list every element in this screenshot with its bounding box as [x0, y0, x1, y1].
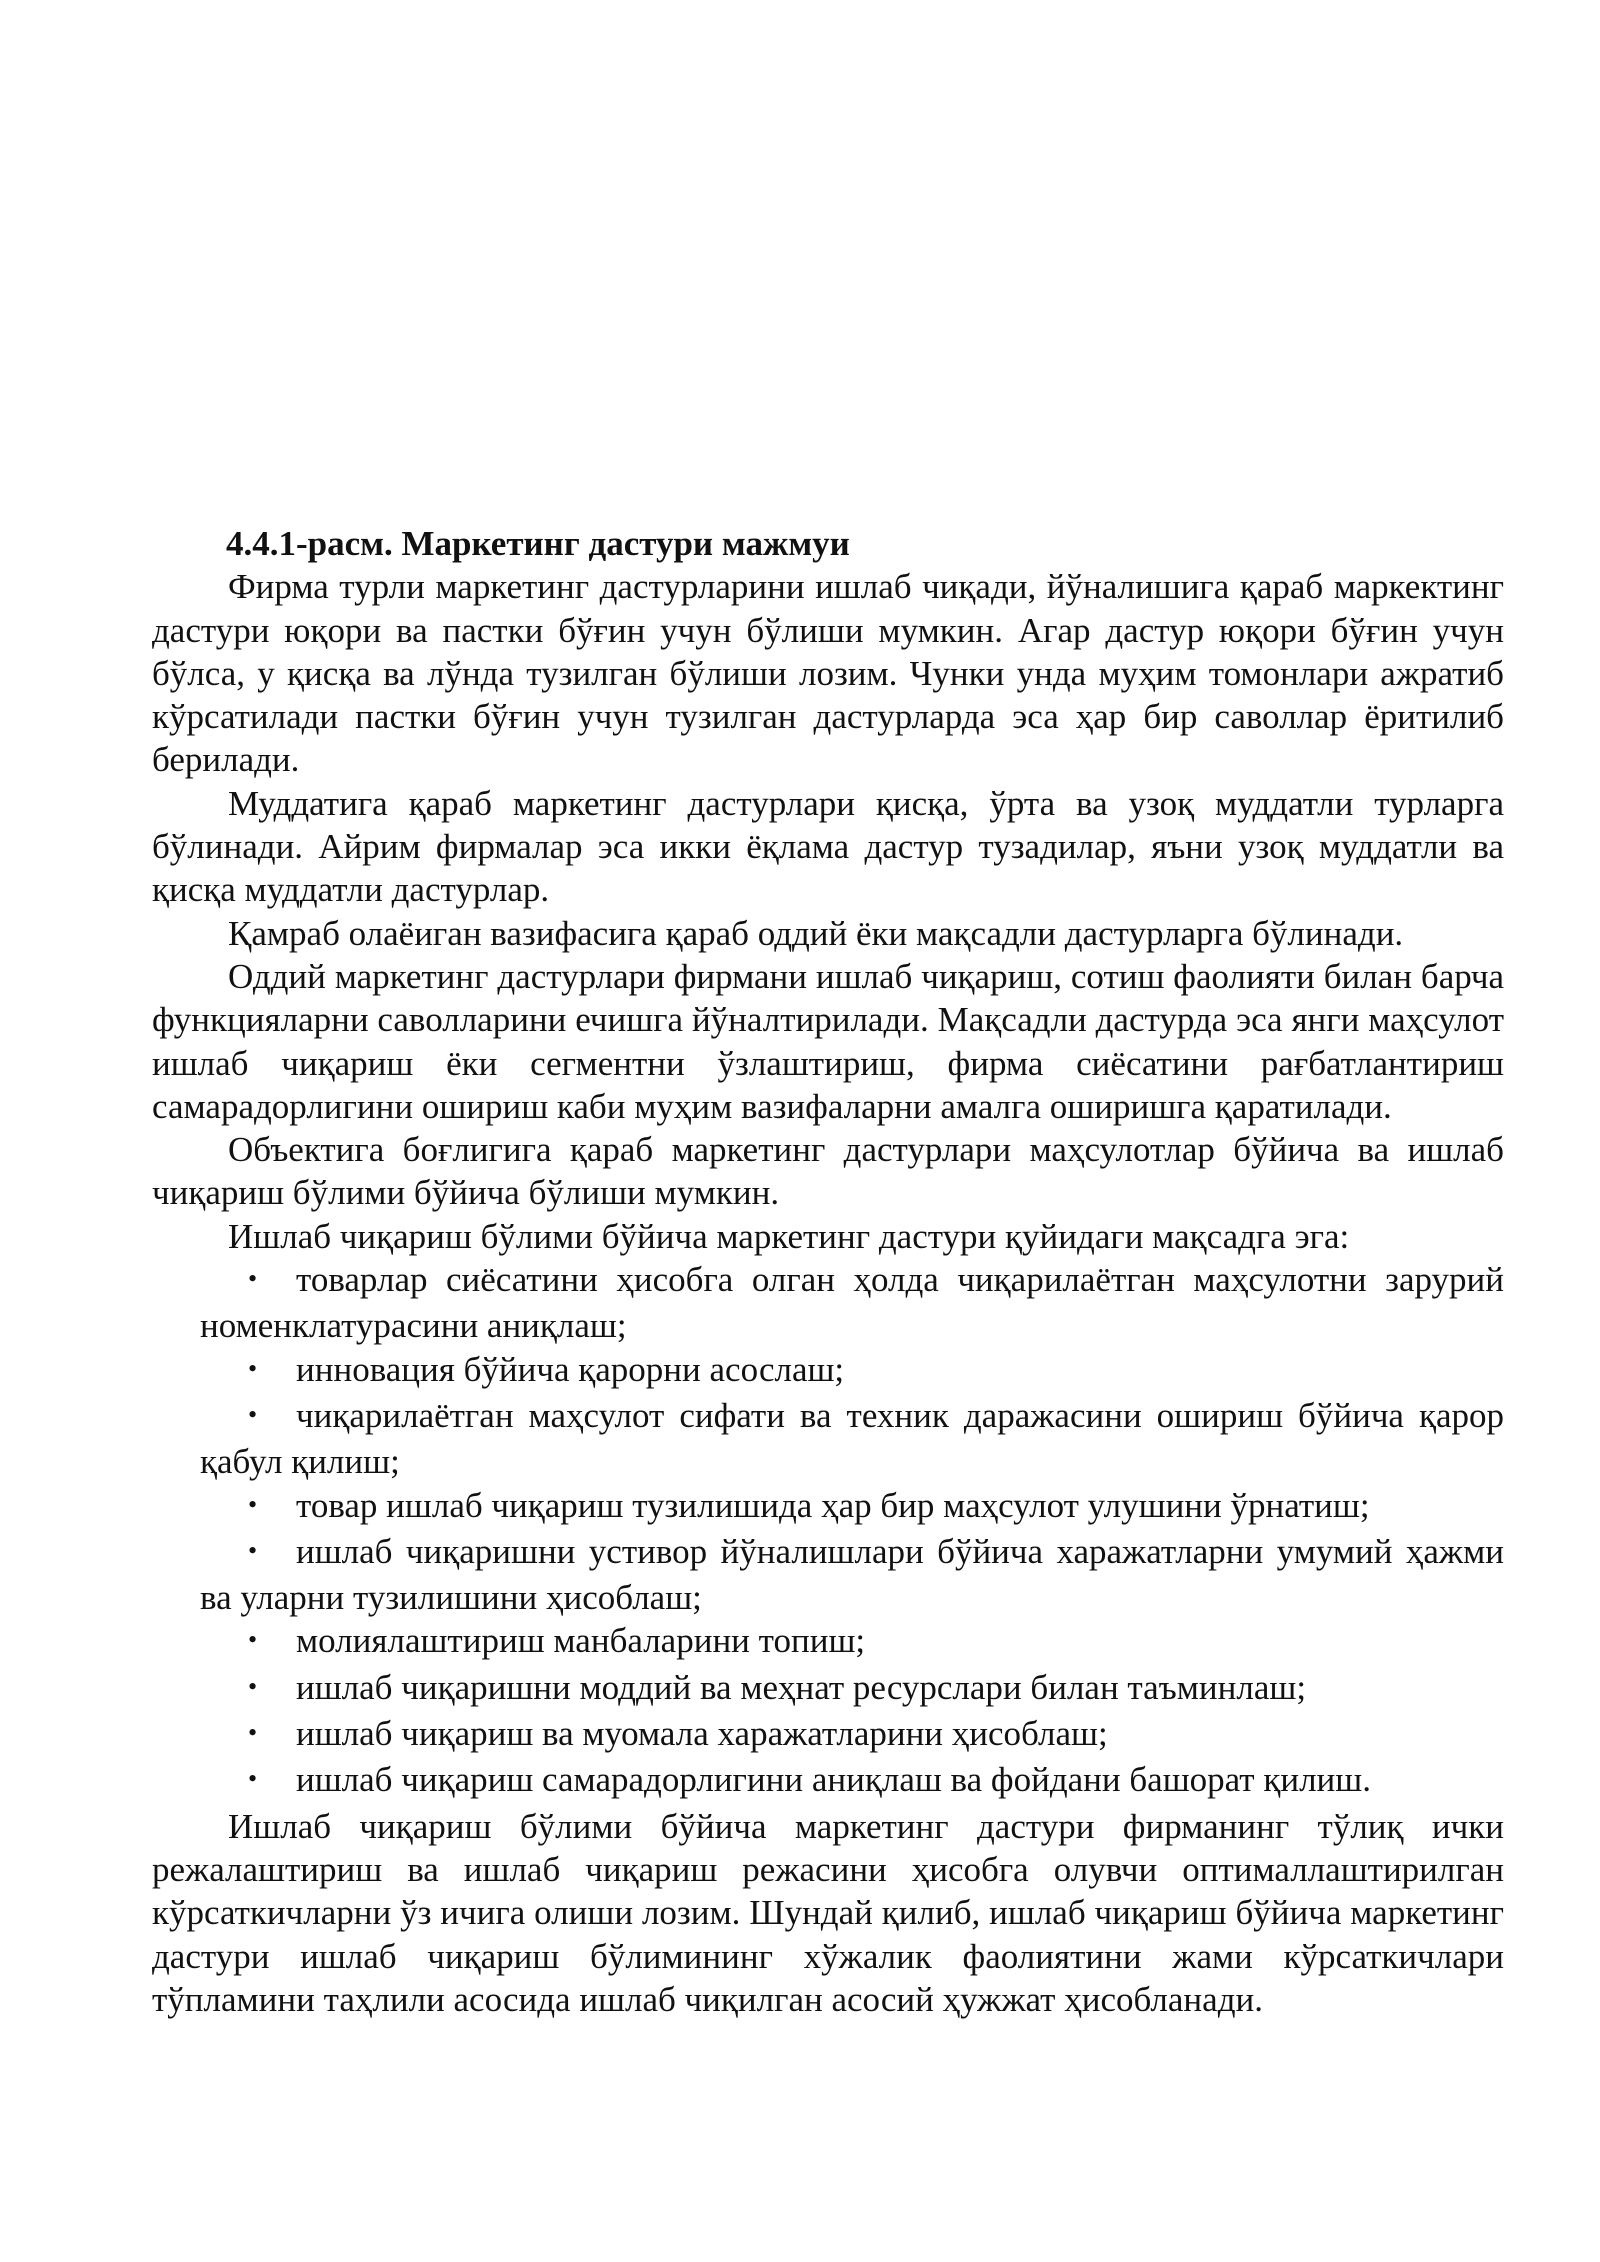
list-item [200, 1619, 1504, 1665]
list-item [200, 1484, 1504, 1530]
list-item-text: инновация бўйича қарорни асослаш; [296, 1349, 845, 1389]
document-page [152, 522, 1504, 2021]
list-item-text: молиялаштириш манбаларини топиш; [296, 1621, 866, 1661]
list-item [200, 1758, 1504, 1804]
list-item [200, 1348, 1504, 1394]
paragraph: Фирма турли маркетинг дастурларини ишлаб чиқади, йўналишига қараб маркектинг дастури юқори ва пастки бўғин учун бўлиши мумкин. Агар дастур юқори бўғин учун бўлса, у қисқа ва лўнда тузилган бўлиши лозим. Чунки унда муҳим томонлари ажратиб кўрсатилади пастки бўғин учун тузилган дастурларда эса ҳар бир саволлар ёритилиб берилади. [152, 567, 1504, 780]
bullet-icon: • [248, 1399, 258, 1429]
list-item [200, 1394, 1504, 1484]
figure-caption: 4.4.1-расм. Маркетинг дастури мажмуи [226, 524, 850, 563]
paragraph: Муддатига қараб маркетинг дастурлари қисқа, ўрта ва узоқ муддатли турларга бўлинади. Айрим фирмалар эса икки ёқлама дастур тузадилар, яъни узоқ муддатли ва қисқа муддатли дастурлар. [152, 783, 1504, 910]
list-item [200, 1530, 1504, 1620]
paragraph: Объектига боғлигига қараб маркетинг дастурлари маҳсулотлар бўйича ва ишлаб чиқариш бўлими бўйича бўлиши мумкин. [152, 1130, 1504, 1213]
paragraph: Ишлаб чиқариш бўлими бўйича маркетинг дастури қуйидаги мақсадга эга: [228, 1216, 1350, 1256]
bullet-icon: • [248, 1535, 258, 1565]
bullet-icon: • [248, 1671, 258, 1701]
bullet-icon: • [248, 1353, 258, 1383]
list-item [200, 1712, 1504, 1758]
list-item-text: ишлаб чиқариш ва муомала харажатларини ҳисоблаш; [296, 1714, 1108, 1754]
bullet-icon: • [248, 1264, 258, 1294]
list-item [200, 1258, 1504, 1348]
list-item-text: товарлар сиёсатини ҳисобга олган ҳолда чиқарилаётган маҳсулотни зарурий номенклатурасини аниқлаш; [200, 1260, 1504, 1346]
bullet-icon: • [248, 1764, 258, 1794]
bullet-icon: • [248, 1625, 258, 1655]
list-item-text: чиқарилаётган маҳсулот сифати ва техник даражасини ошириш бўйича қарор қабул қилиш; [200, 1395, 1504, 1482]
paragraph: Ишлаб чиқариш бўлими бўйича маркетинг дастури фирманинг тўлиқ ички режалаштириш ва ишлаб чиқариш режасини ҳисобга олувчи оптималлаштирилган кўрсаткичларни ўз ичига олиши лозим. Шундай қилиб, ишлаб чиқариш бўйича маркетинг дастури ишлаб чиқариш бўлимининг хўжалик фаолиятини жами кўрсаткичлари тўпламини таҳлили асосида ишлаб чиқилган асосий ҳужжат ҳисобланади. [152, 1806, 1504, 2019]
list-item-text: ишлаб чиқаришни моддий ва меҳнат ресурслари билан таъминлаш; [296, 1667, 1307, 1707]
paragraph: Оддий маркетинг дастурлари фирмани ишлаб чиқариш, сотиш фаолияти билан барча функцияларни саволларини ечишга йўналтирилади. Мақсадли дастурда эса янги маҳсулот ишлаб чиқариш ёки сегментни ўзлаштириш, фирма сиёсатини рағбатлантириш самарадорлигини ошириш каби муҳим вазифаларни амалга оширишга қаратилади. [152, 956, 1504, 1126]
list-item-text: товар ишлаб чиқариш тузилишида ҳар бир маҳсулот улушини ўрнатиш; [296, 1485, 1370, 1525]
bullet-icon: • [248, 1489, 258, 1519]
bullet-list [152, 1258, 1504, 1805]
list-item-text: ишлаб чиқариш самарадорлигини аниқлаш ва фойдани башорат қилиш. [296, 1760, 1371, 1800]
list-item-text: ишлаб чиқаришни устивор йўналишлари бўйича харажатларни умумий ҳажми ва уларни тузилишини ҳисоблаш; [200, 1531, 1504, 1618]
list-item [200, 1666, 1504, 1712]
bullet-icon: • [248, 1718, 258, 1748]
paragraph: Қамраб олаёиган вазифасига қараб оддий ёки мақсадли дастурларга бўлинади. [228, 913, 1404, 953]
